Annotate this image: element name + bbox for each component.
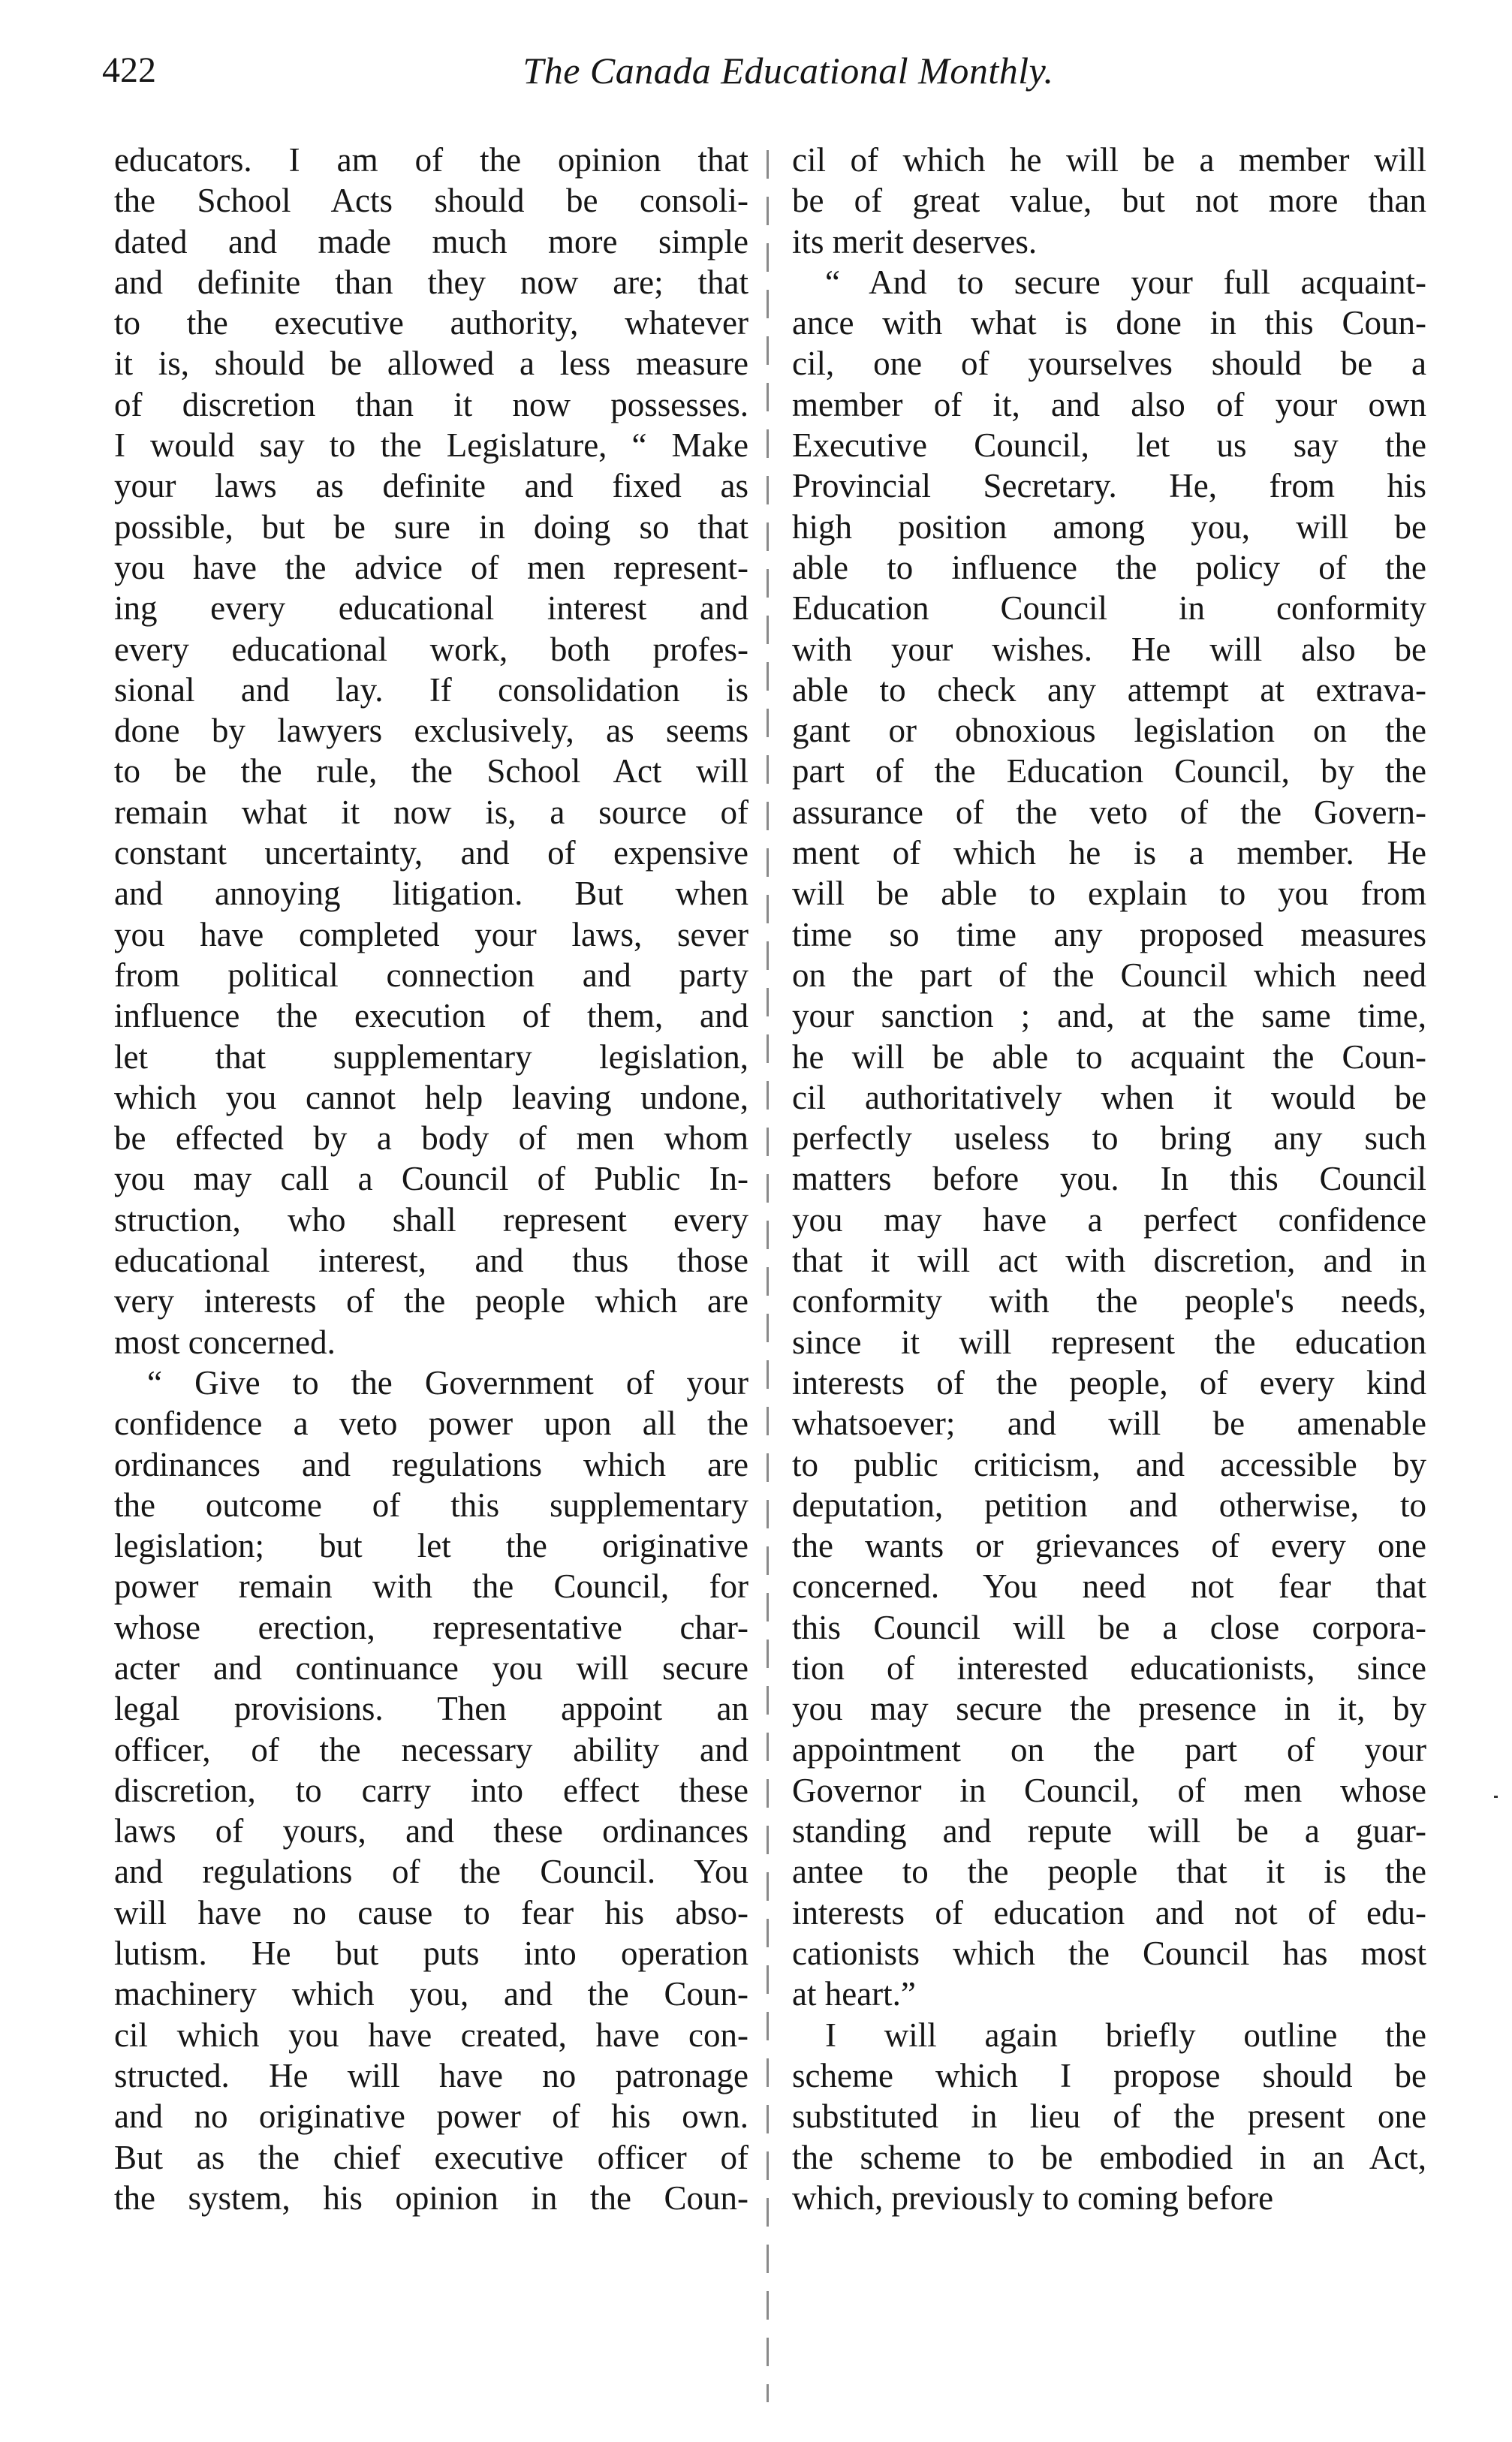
column-divider bbox=[767, 150, 769, 2402]
text-line: But as the chief executive officer of bbox=[114, 2138, 748, 2176]
text-line: to public criticism, and accessible by bbox=[792, 1445, 1426, 1483]
text-line: the School Acts should be consoli- bbox=[114, 182, 748, 220]
text-line: power remain with the Council, for bbox=[114, 1567, 748, 1606]
text-line: cil which you have created, have con- bbox=[114, 2016, 748, 2054]
text-line: the scheme to be embodied in an Act, bbox=[792, 2138, 1426, 2176]
text-line: whose erection, representative char- bbox=[114, 1608, 748, 1646]
text-line: will be able to explain to you from bbox=[792, 875, 1426, 913]
text-line: tion of interested educationists, since bbox=[792, 1649, 1426, 1687]
text-line: lutism. He but puts into operation bbox=[114, 1935, 748, 1973]
text-line: your laws as definite and fixed as bbox=[114, 467, 748, 505]
text-line: structed. He will have no patronage bbox=[114, 2056, 748, 2094]
text-line: cil, one of yourselves should be a bbox=[792, 345, 1426, 383]
text-line: he will be able to acquaint the Coun- bbox=[792, 1037, 1426, 1076]
text-line: which you cannot help leaving undone, bbox=[114, 1078, 748, 1116]
text-line: ment of which he is a member. He bbox=[792, 834, 1426, 872]
text-line: acter and continuance you will secure bbox=[114, 1649, 748, 1687]
text-line: you may secure the presence in it, by bbox=[792, 1690, 1426, 1728]
text-line: able to influence the policy of the bbox=[792, 548, 1426, 586]
text-line: most concerned. bbox=[114, 1323, 336, 1361]
text-line: from political connection and party bbox=[114, 956, 748, 994]
left-text-column bbox=[114, 140, 748, 2218]
text-line: interests of the people, of every kind bbox=[792, 1363, 1426, 1402]
text-line: since it will represent the education bbox=[792, 1323, 1426, 1361]
text-line: you have completed your laws, sever bbox=[114, 915, 748, 953]
text-line: sional and lay. If consolidation is bbox=[114, 670, 748, 709]
text-line: with your wishes. He will also be bbox=[792, 630, 1426, 668]
text-line: substituted in lieu of the present one bbox=[792, 2097, 1426, 2136]
text-line: constant uncertainty, and of expensive bbox=[114, 834, 748, 872]
text-line: Provincial Secretary. He, from his bbox=[792, 467, 1426, 505]
text-line: “ Give to the Government of your bbox=[147, 1363, 748, 1402]
text-line: standing and repute will be a guar- bbox=[792, 1812, 1426, 1850]
text-line: educational interest, and thus those bbox=[114, 1242, 748, 1280]
text-line: to the executive authority, whatever bbox=[114, 304, 748, 342]
text-line: let that supplementary legislation, bbox=[114, 1037, 748, 1076]
text-line: appointment on the part of your bbox=[792, 1730, 1426, 1769]
text-line: you have the advice of men represent- bbox=[114, 548, 748, 586]
text-line: officer, of the necessary ability and bbox=[114, 1730, 748, 1769]
text-line: Governor in Council, of men whose bbox=[792, 1771, 1426, 1809]
right-text-column bbox=[792, 140, 1426, 2218]
text-line: matters before you. In this Council bbox=[792, 1160, 1426, 1198]
text-line: ordinances and regulations which are bbox=[114, 1445, 748, 1483]
text-line: interests of education and not of edu- bbox=[792, 1893, 1426, 1932]
text-line: which, previously to coming before bbox=[792, 2179, 1274, 2217]
text-line: your sanction ; and, at the same time, bbox=[792, 997, 1426, 1035]
text-line: cil authoritatively when it would be bbox=[792, 1078, 1426, 1116]
text-line: laws of yours, and these ordinances bbox=[114, 1812, 748, 1850]
text-line: assurance of the veto of the Govern- bbox=[792, 793, 1426, 831]
text-line: conformity with the people's needs, bbox=[792, 1282, 1426, 1320]
text-line: high position among you, will be bbox=[792, 507, 1426, 546]
text-line: concerned. You need not fear that bbox=[792, 1567, 1426, 1606]
text-line: Education Council in conformity bbox=[792, 589, 1426, 628]
text-line: struction, who shall represent every bbox=[114, 1200, 748, 1239]
text-line: cationists which the Council has most bbox=[792, 1935, 1426, 1973]
text-line: the system, his opinion in the Coun- bbox=[114, 2179, 748, 2217]
text-line: Executive Council, let us say the bbox=[792, 426, 1426, 465]
text-line: educators. I am of the opinion that bbox=[114, 141, 748, 179]
text-line: and definite than they now are; that bbox=[114, 263, 748, 301]
text-line: discretion, to carry into effect these bbox=[114, 1771, 748, 1809]
text-line: dated and made much more simple bbox=[114, 222, 748, 260]
text-line: “ And to secure your full acquaint- bbox=[825, 263, 1426, 301]
text-line: this Council will be a close corpora- bbox=[792, 1608, 1426, 1646]
text-line: done by lawyers exclusively, as seems bbox=[114, 712, 748, 750]
text-line: time so time any proposed measures bbox=[792, 915, 1426, 953]
text-line: will have no cause to fear his abso- bbox=[114, 1893, 748, 1932]
text-line: antee to the people that it is the bbox=[792, 1853, 1426, 1891]
running-title: The Canada Educational Monthly. bbox=[523, 50, 1054, 92]
text-line: confidence a veto power upon all the bbox=[114, 1405, 748, 1443]
text-line: part of the Education Council, by the bbox=[792, 752, 1426, 790]
text-line: member of it, and also of your own bbox=[792, 385, 1426, 423]
page-number: 422 bbox=[102, 50, 156, 90]
text-line: influence the execution of them, and bbox=[114, 997, 748, 1035]
text-line: be effected by a body of men whom bbox=[114, 1119, 748, 1158]
text-line: whatsoever; and will be amenable bbox=[792, 1405, 1426, 1443]
text-line: ance with what is done in this Coun- bbox=[792, 304, 1426, 342]
text-line: you may have a perfect confidence bbox=[792, 1200, 1426, 1239]
text-line: scheme which I propose should be bbox=[792, 2056, 1426, 2094]
text-line: you may call a Council of Public In- bbox=[114, 1160, 748, 1198]
text-line: cil of which he will be a member will bbox=[792, 141, 1426, 179]
text-line: legislation; but let the originative bbox=[114, 1527, 748, 1565]
text-line: on the part of the Council which need bbox=[792, 956, 1426, 994]
text-line: I will again briefly outline the bbox=[825, 2016, 1426, 2054]
text-line: very interests of the people which are bbox=[114, 1282, 748, 1320]
text-line: that it will act with discretion, and in bbox=[792, 1242, 1426, 1280]
text-line: the outcome of this supplementary bbox=[114, 1486, 748, 1524]
text-line: and regulations of the Council. You bbox=[114, 1853, 748, 1891]
text-line: gant or obnoxious legislation on the bbox=[792, 712, 1426, 750]
text-line: machinery which you, and the Coun- bbox=[114, 1975, 748, 2013]
text-line: be of great value, but not more than bbox=[792, 182, 1426, 220]
text-line: and annoying litigation. But when bbox=[114, 875, 748, 913]
text-line: its merit deserves. bbox=[792, 222, 1038, 260]
text-line: and no originative power of his own. bbox=[114, 2097, 748, 2136]
text-line: perfectly useless to bring any such bbox=[792, 1119, 1426, 1158]
text-line: at heart.” bbox=[792, 1975, 916, 2013]
text-line: it is, should be allowed a less measure bbox=[114, 345, 748, 383]
text-line: possible, but be sure in doing so that bbox=[114, 507, 748, 546]
text-line: I would say to the Legislature, “ Make bbox=[114, 426, 748, 465]
text-line: ing every educational interest and bbox=[114, 589, 748, 628]
text-line: able to check any attempt at extrava- bbox=[792, 670, 1426, 709]
text-line: of discretion than it now possesses. bbox=[114, 385, 748, 423]
margin-mark bbox=[1494, 1796, 1498, 1798]
text-line: remain what it now is, a source of bbox=[114, 793, 748, 831]
text-line: every educational work, both profes- bbox=[114, 630, 748, 668]
text-line: to be the rule, the School Act will bbox=[114, 752, 748, 790]
text-line: legal provisions. Then appoint an bbox=[114, 1690, 748, 1728]
text-line: deputation, petition and otherwise, to bbox=[792, 1486, 1426, 1524]
text-line: the wants or grievances of every one bbox=[792, 1527, 1426, 1565]
